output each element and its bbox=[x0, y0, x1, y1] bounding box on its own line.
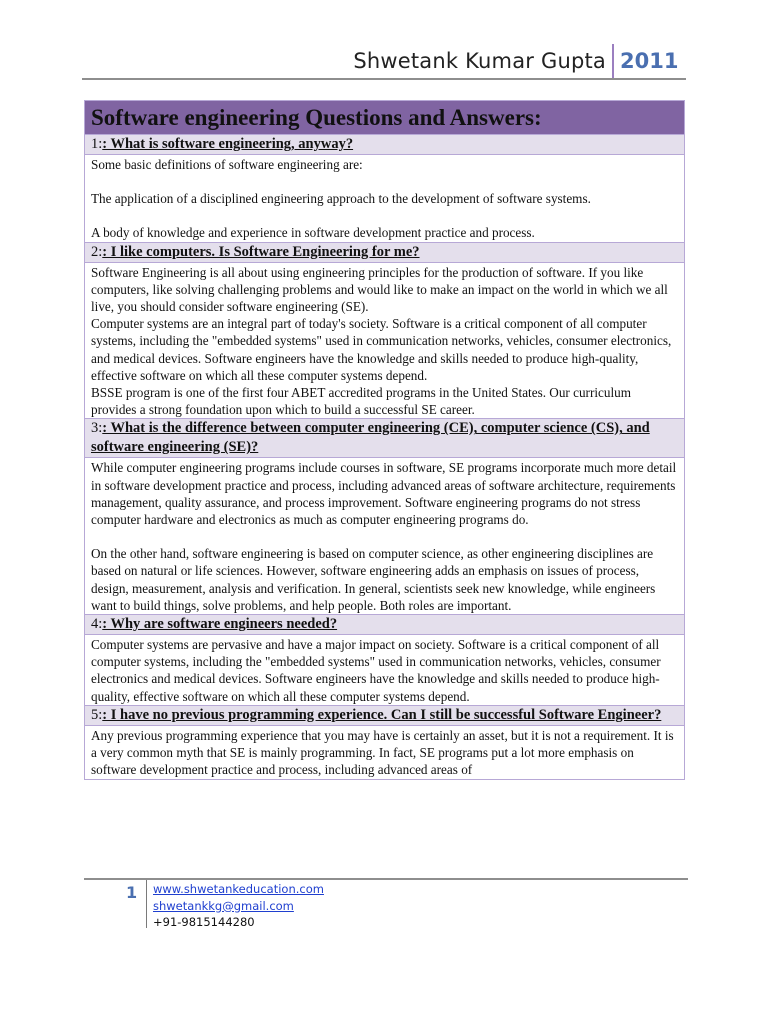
header-year: 2011 bbox=[620, 49, 679, 73]
question-text: : I like computers. Is Software Engineering for me? bbox=[102, 243, 420, 260]
answer-paragraph: Software Engineering is all about using engineering principles for the production of software. If you like computers, like solving challenging problems and would like to make an impact on the world in which we all live, you should consider software engineering (SE). bbox=[91, 264, 668, 315]
answer-paragraph: Computer systems are pervasive and have a major impact on society. Software is a critical component of all computer systems, including the "embedded systems" used in communication networks, vehicles, consumer electronics and medical devices. Software engineers have the knowledge and skills needed to produce high-quality, effective software on which all these computer systems depend. bbox=[91, 637, 661, 704]
answer-paragraph: While computer engineering programs include courses in software, SE programs incorporate much more detail in software development practice and process, including advanced areas of software architecture, requirements management, quality assurance, and process improvement. Software engineering programs do not stress computer hardware and electronics as much as computer engineering programs do. bbox=[91, 460, 677, 528]
answer-4 bbox=[85, 635, 684, 706]
qa-table bbox=[84, 100, 685, 780]
answer-2 bbox=[85, 263, 684, 420]
answer-3 bbox=[85, 458, 684, 615]
answer-paragraph: A body of knowledge and experience in software development practice and process. bbox=[91, 225, 535, 241]
answer-paragraph: On the other hand, software engineering is based on computer science, as other engineering disciplines are based on natural or life sciences. However, software engineering adds an emphasis on issues of process, design, measurement, analysis and verification. In general, scientists seek new knowledge, while engineers want to build things, solve problems, and help people. Both roles are important. bbox=[91, 546, 656, 613]
email-link[interactable]: shwetankkg@gmail.com bbox=[153, 898, 294, 913]
header-divider bbox=[612, 44, 614, 78]
question-number: 5: bbox=[91, 706, 103, 723]
question-text: : Why are software engineers needed? bbox=[102, 616, 338, 633]
question-row-3 bbox=[85, 419, 684, 458]
document-title: Software engineering Questions and Answers: bbox=[85, 101, 684, 135]
question-row-1 bbox=[85, 135, 684, 155]
answer-5 bbox=[85, 726, 684, 779]
question-number: 3: bbox=[91, 420, 103, 437]
answer-paragraph: BSSE program is one of the first four ABET accredited programs in the United States. Our curriculum provides a strong foundation upon which to build a successful SE career. bbox=[91, 385, 631, 418]
question-text: : What is the difference between computer engineering (CE), computer science (CS), and software engineering (SE)? bbox=[91, 420, 650, 456]
header-rule bbox=[82, 78, 686, 80]
website-link[interactable]: www.shwetankeducation.com bbox=[153, 882, 324, 896]
footer-contact bbox=[153, 881, 324, 931]
phone-number: +91-9815144280 bbox=[153, 915, 255, 929]
question-row-5 bbox=[85, 706, 684, 726]
answer-paragraph: The application of a disciplined engineering approach to the development of software systems. bbox=[91, 191, 591, 207]
header-author: Shwetank Kumar Gupta bbox=[353, 49, 606, 73]
page-number: 1 bbox=[126, 883, 138, 902]
question-text: : I have no previous programming experience. Can I still be successful Software Engineer? bbox=[102, 706, 662, 723]
question-number: 2: bbox=[91, 243, 103, 260]
answer-1 bbox=[85, 155, 684, 243]
question-number: 1: bbox=[91, 136, 103, 152]
answer-paragraph: Computer systems are an integral part of today's society. Software is a critical component of all computer systems, including the "embedded systems" used in communication networks, vehicles, consumer electronics, and medical devices. Software engineers have the knowledge and skills needed to produce high-quality, effective software on which all these computer systems depend. bbox=[91, 316, 672, 383]
footer-rule bbox=[84, 878, 688, 880]
answer-paragraph: Any previous programming experience that you may have is certainly an asset, but it is not a requirement. It is a very common myth that SE is mainly programming. In fact, SE programs put a lot more emphasis on software development practice and process, including advanced areas of bbox=[91, 727, 674, 778]
page-header bbox=[0, 40, 768, 86]
question-number: 4: bbox=[91, 616, 103, 633]
question-text: : What is software engineering, anyway? bbox=[102, 136, 354, 152]
answer-paragraph: Some basic definitions of software engineering are: bbox=[91, 157, 363, 172]
footer-divider bbox=[146, 880, 147, 928]
question-row-4 bbox=[85, 615, 684, 635]
question-row-2 bbox=[85, 243, 684, 263]
